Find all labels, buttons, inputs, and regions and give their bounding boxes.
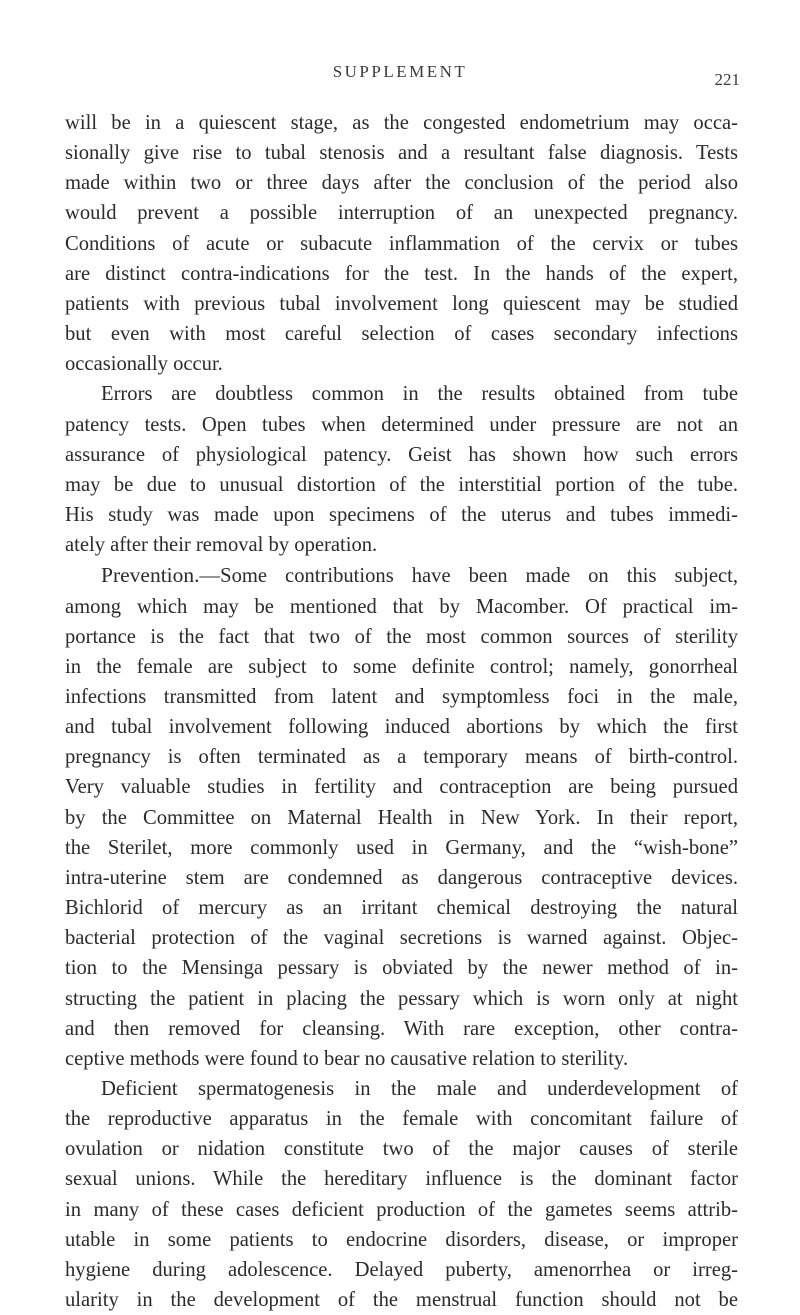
text-line: utable in some patients to endocrine disorders, disease, or improper [65, 1228, 738, 1251]
text-line: sexual unions. While the hereditary influence is the dominant factor [65, 1168, 738, 1191]
page-number: 221 [714, 70, 740, 89]
text-line: sionally give rise to tubal stenosis and a resultant false diagnosis. Tests [65, 142, 738, 165]
text-line: intra-uterine stem are condemned as dangerous contraceptive devices. [65, 866, 738, 889]
body-text [65, 108, 738, 1315]
paragraph-errors [65, 379, 738, 560]
text-fragment: —Some contributions have been made on this subject, [199, 565, 738, 588]
text-line: Deficient spermatogenesis in the male and underdevelopment of [101, 1078, 738, 1100]
text-line: but even with most careful selection of cases secondary infections [65, 323, 738, 346]
text-line: Bichlorid of mercury as an irritant chemical destroying the natural [65, 897, 738, 920]
text-line: infections transmitted from latent and symptomless foci in the male, [65, 685, 738, 708]
text-line: occasionally occur. [65, 353, 223, 376]
text-line: Very valuable studies in fertility and contraception are being pursued [65, 776, 738, 799]
text-line: ately after their removal by operation. [65, 534, 378, 557]
text-line: His study was made upon specimens of the uterus and tubes immedi- [65, 504, 738, 527]
text-line: assurance of physiological patency. Geist has shown how such errors [65, 443, 738, 466]
text-line: would prevent a possible interruption of an unexpected pregnancy. [65, 202, 738, 225]
text-line: and then removed for cleansing. With rare exception, other contra- [65, 1017, 738, 1040]
text-line: bacterial protection of the vaginal secretions is warned against. Objec- [65, 927, 738, 950]
text-line: may be due to unusual distortion of the interstitial portion of the tube. [65, 473, 738, 496]
text-line: among which may be mentioned that by Macomber. Of practical im- [65, 595, 738, 618]
text-line [65, 560, 738, 591]
text-line: tion to the Mensinga pessary is obviated by the newer method of in- [65, 957, 738, 980]
text-line: portance is the fact that two of the most common sources of sterility [65, 625, 738, 648]
text-line: in many of these cases deficient production of the gametes seems attrib- [65, 1198, 738, 1221]
text-line: Errors are doubtless common in the results obtained from tube [101, 383, 738, 406]
text-line: the Sterilet, more commonly used in Germany, and the “wish-bone” [65, 836, 738, 859]
text-line: are distinct contra-indications for the test. In the hands of the expert, [65, 262, 738, 285]
text-line: patency tests. Open tubes when determined under pressure are not an [65, 413, 738, 436]
text-line: by the Committee on Maternal Health in New York. In their report, [65, 806, 738, 829]
text-line: the reproductive apparatus in the female with concomitant failure of [65, 1108, 738, 1131]
text-line: will be in a quiescent stage, as the congested endometrium may occa- [65, 112, 738, 134]
section-lead-prevention: Prevention. [101, 563, 200, 588]
text-line: pregnancy is often terminated as a temporary means of birth-control. [65, 746, 738, 769]
text-line: ovulation or nidation constitute two of the major causes of sterile [65, 1138, 738, 1161]
text-line: hygiene during adolescence. Delayed puberty, amenorrhea or irreg- [65, 1258, 738, 1281]
text-line: and tubal involvement following induced abortions by which the first [65, 716, 738, 739]
text-line: ularity in the development of the menstrual function should not be [65, 1289, 738, 1312]
text-line: ceptive methods were found to bear no causative relation to sterility. [65, 1047, 629, 1070]
running-head-title: SUPPLEMENT [332, 62, 468, 81]
text-line: patients with previous tubal involvement long quiescent may be studied [65, 292, 738, 315]
text-line: in the female are subject to some definite control; namely, gonorrheal [65, 655, 738, 678]
text-line: made within two or three days after the conclusion of the period also [65, 172, 738, 195]
paragraph-tube-test-timing [65, 108, 738, 379]
text-line: structing the patient in placing the pessary which is worn only at night [65, 987, 738, 1010]
paragraph-prevention [65, 560, 738, 1074]
paragraph-deficient-spermatogenesis [65, 1074, 738, 1315]
text-line: Conditions of acute or subacute inflammation of the cervix or tubes [65, 232, 738, 255]
